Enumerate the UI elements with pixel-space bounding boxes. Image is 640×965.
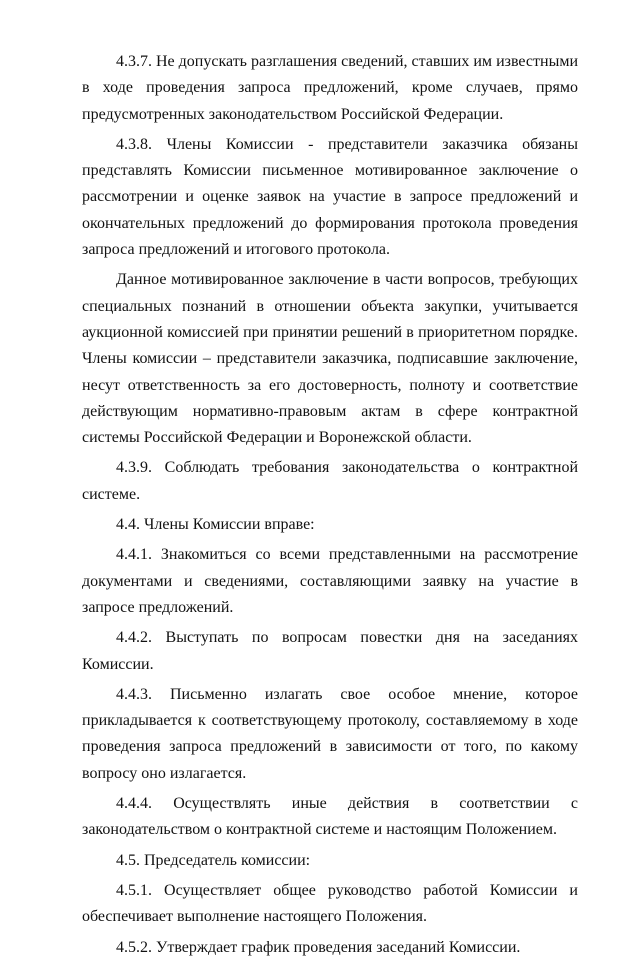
paragraph-4-5: 4.5. Председатель комиссии: [116,851,311,869]
paragraph-4-4-4: 4.4.4. Осуществлять иные действия в соответствии с законодательством о контрактной системе и настоящим Положением. [82,795,578,839]
paragraph-4-4-2: 4.4.2. Выступать по вопросам повестки дня на заседаниях Комиссии. [82,629,578,673]
paragraph-4-4-3: 4.4.3. Письменно излагать свое особое мнение, которое прикладывается к соответствующему протоколу, составляемому в ходе проведения запроса предложений в зависимости от того, по какому вопросу оно излагается. [82,685,578,782]
document-body [82,49,578,965]
paragraph-4-4: 4.4. Члены Комиссии вправе: [116,516,315,534]
paragraph-4-3-9: 4.3.9. Соблюдать требования законодательства о контрактной системе. [82,459,578,503]
paragraph-4-5-1: 4.5.1. Осуществляет общее руководство работой Комиссии и обеспечивает выполнение настоящего Положения. [82,881,578,926]
paragraph-4-3-7: 4.3.7. Не допускать разглашения сведений, ставших им известными в ходе проведения запроса предложений, кроме случаев, прямо предусмотренных законодательством Российской Федерации. [82,53,578,123]
paragraph-4-4-1: 4.4.1. Знакомиться со всеми представленными на рассмотрение документами и сведениями, составляющими заявку на участие в запросе предложений. [82,546,578,616]
paragraph-reasoned-conclusion: Данное мотивированное заключение в части вопросов, требующих специальных познаний в отношении объекта закупки, учитывается аукционной комиссией при принятии решений в приоритетном порядке. Члены комиссии – представители заказчика, подписавшие заключение, несут ответственность за его достоверность, полноту и соответствие действующим нормативно-правовым актам в сфере контрактной системы Российской Федерации и Воронежской области. [82,271,578,447]
paragraph-4-5-2: 4.5.2. Утверждает график проведения заседаний Комиссии. [116,938,521,956]
paragraph-4-3-8: 4.3.8. Члены Комиссии - представители заказчика обязаны представлять Комиссии письменное мотивированное заключение о рассмотрении и оценке заявок на участие в запросе предложений и окончательных предложений до формирования протокола проведения запроса предложений и итогового протокола. [82,135,578,259]
